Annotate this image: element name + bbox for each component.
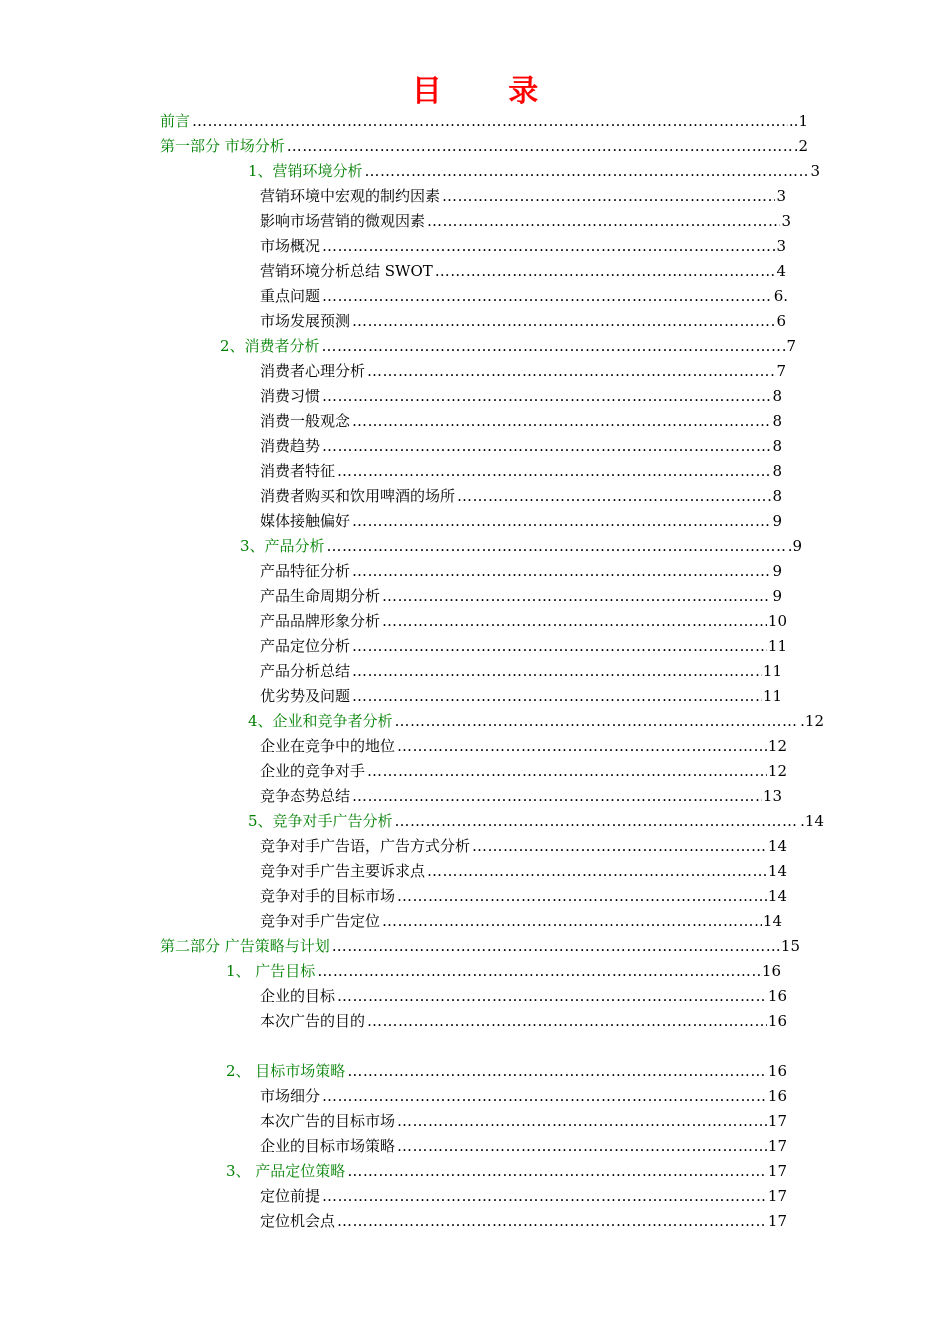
toc-entry-page: 11 — [762, 687, 782, 705]
toc-entry-page: 16 — [767, 987, 787, 1005]
toc-entry-page: 17 — [767, 1212, 787, 1230]
toc-entry[interactable] — [260, 184, 786, 209]
toc-entry-page: 10 — [767, 612, 787, 630]
toc-entry-label: 优劣势及问题 — [260, 687, 351, 705]
toc-leader-dots — [352, 309, 775, 334]
toc-entry-label: 媒体接触偏好 — [260, 512, 351, 530]
toc-entry-page: 16 — [767, 1087, 787, 1105]
toc-leader-dots — [397, 884, 767, 909]
toc-entry[interactable] — [260, 1009, 787, 1034]
toc-entry-label: 竞争对手广告主要诉求点 — [260, 862, 426, 880]
toc-entry-page: 13 — [762, 787, 782, 805]
toc-leader-dots — [322, 334, 781, 359]
toc-leader-dots — [322, 1084, 767, 1109]
toc-entry-label: 第一部分 市场分析 — [160, 137, 285, 155]
toc-entry-page: .14 — [800, 812, 824, 830]
toc-entry-label: 竞争对手的目标市场 — [260, 887, 396, 905]
toc-entry-page: ..1 — [788, 112, 808, 130]
toc-leader-dots — [337, 984, 767, 1009]
toc-entry-page: 15 — [780, 937, 800, 955]
toc-entry-label: 营销环境中宏观的制约因素 — [260, 187, 441, 205]
toc-entry-label: 市场发展预测 — [260, 312, 351, 330]
toc-leader-dots — [332, 934, 780, 959]
toc-leader-dots — [395, 709, 800, 734]
toc-entry[interactable] — [260, 884, 787, 909]
toc-entry-label: 企业的竞争对手 — [260, 762, 366, 780]
toc-entry[interactable] — [260, 684, 782, 709]
toc-entry[interactable] — [260, 484, 782, 509]
toc-entry[interactable] — [226, 1159, 787, 1184]
toc-entry-page: 6. — [773, 287, 788, 305]
toc-leader-dots — [367, 1009, 767, 1034]
toc-entry[interactable] — [260, 509, 782, 534]
toc-leader-dots — [395, 809, 800, 834]
toc-leader-dots — [352, 509, 771, 534]
toc-entry-label: 产品生命周期分析 — [260, 587, 381, 605]
toc-entry[interactable] — [260, 984, 787, 1009]
toc-entry[interactable] — [260, 259, 786, 284]
toc-entry-label: 产品定位分析 — [260, 637, 351, 655]
toc-leader-dots — [352, 659, 762, 684]
toc-leader-dots — [367, 359, 775, 384]
toc-entry[interactable] — [260, 1134, 787, 1159]
toc-entry[interactable] — [248, 709, 824, 734]
toc-entry-label: 产品特征分析 — [260, 562, 351, 580]
toc-entry[interactable] — [160, 934, 800, 959]
toc-entry-label: 消费趋势 — [260, 437, 321, 455]
toc-leader-dots — [382, 609, 767, 634]
toc-leader-dots — [287, 134, 793, 159]
toc-entry-page: 17 — [767, 1137, 787, 1155]
toc-entry-label: 企业在竞争中的地位 — [260, 737, 396, 755]
toc-leader-dots — [347, 1059, 767, 1084]
toc-entry[interactable] — [260, 584, 782, 609]
toc-entry-label: 竞争态势总结 — [260, 787, 351, 805]
toc-entry[interactable] — [220, 334, 796, 359]
toc-entry-label: 产品品牌形象分析 — [260, 612, 381, 630]
toc-entry[interactable] — [260, 784, 782, 809]
toc-entry-page: 8 — [772, 412, 782, 430]
toc-entry[interactable] — [260, 309, 786, 334]
toc-entry-label: 重点问题 — [260, 287, 321, 305]
toc-leader-dots — [397, 1109, 767, 1134]
toc-leader-dots — [327, 534, 787, 559]
toc-entry-label: 定位机会点 — [260, 1212, 336, 1230]
toc-entry[interactable] — [260, 734, 787, 759]
toc-leader-dots — [347, 1159, 767, 1184]
toc-entry-page: 9 — [772, 587, 782, 605]
toc-entry-page: 3 — [776, 187, 786, 205]
toc-leader-dots — [472, 834, 767, 859]
toc-entry-page: 14 — [767, 837, 787, 855]
toc-entry[interactable] — [260, 1084, 787, 1109]
toc-entry-label: 1、 广告目标 — [226, 962, 316, 980]
toc-entry-page: 14 — [767, 862, 787, 880]
toc-entry-page: 16 — [761, 962, 781, 980]
toc-entry-label: 消费者心理分析 — [260, 362, 366, 380]
toc-entry[interactable] — [260, 834, 787, 859]
toc-entry-page: 16 — [767, 1012, 787, 1030]
toc-entry-page: 8 — [772, 462, 782, 480]
toc-entry-label: 市场细分 — [260, 1087, 321, 1105]
toc-leader-dots — [352, 684, 762, 709]
toc-entry-page: 4 — [776, 262, 786, 280]
toc-leader-dots — [337, 1209, 767, 1234]
toc-entry-label: 本次广告的目标市场 — [260, 1112, 396, 1130]
toc-entry-label: 第二部分 广告策略与计划 — [160, 937, 330, 955]
toc-entry[interactable] — [260, 434, 782, 459]
toc-entry[interactable] — [260, 759, 787, 784]
toc-entry[interactable] — [260, 1109, 787, 1134]
toc-leader-dots — [352, 634, 767, 659]
toc-entry-label: 前言 — [160, 112, 191, 130]
toc-leader-dots — [192, 109, 788, 134]
toc-entry-page: 9 — [772, 512, 782, 530]
toc-entry-label: 企业的目标 — [260, 987, 336, 1005]
toc-entry-page: 3 — [776, 237, 786, 255]
toc-entry-page: 16 — [767, 1062, 787, 1080]
toc-entry[interactable] — [226, 1059, 787, 1084]
toc-entry-label: 5、竞争对手广告分析 — [248, 812, 393, 830]
toc-entry[interactable] — [160, 134, 808, 159]
toc-entry[interactable] — [260, 634, 787, 659]
toc-leader-dots — [322, 384, 771, 409]
toc-entry[interactable] — [260, 359, 786, 384]
toc-entry-page: 12 — [767, 762, 787, 780]
toc-entry-page: 11 — [767, 637, 787, 655]
toc-entry-page: .12 — [800, 712, 824, 730]
toc-entry-label: 4、企业和竞争者分析 — [248, 712, 393, 730]
toc-leader-dots — [427, 209, 780, 234]
toc-entry[interactable] — [260, 384, 782, 409]
toc-entry[interactable] — [260, 609, 787, 634]
toc-entry-label: 2、 目标市场策略 — [226, 1062, 346, 1080]
toc-entry-page: 3 — [781, 212, 791, 230]
toc-entry-label: 消费者特征 — [260, 462, 336, 480]
toc-entry[interactable] — [248, 809, 824, 834]
toc-entry[interactable] — [260, 909, 782, 934]
toc-leader-dots — [382, 584, 771, 609]
toc-entry-label: 营销环境分析总结 SWOT — [260, 262, 433, 280]
toc-entry-page: 8 — [772, 437, 782, 455]
toc-leader-dots — [322, 1184, 767, 1209]
toc-entry-label: 消费习惯 — [260, 387, 321, 405]
toc-entry[interactable] — [260, 459, 782, 484]
toc-entry-page: 7 — [776, 362, 786, 380]
toc-entry-label: 消费者购买和饮用啤酒的场所 — [260, 487, 456, 505]
toc-entry-label: 2、消费者分析 — [220, 337, 320, 355]
toc-entry[interactable] — [260, 284, 788, 309]
toc-entry-page: 12 — [767, 737, 787, 755]
toc-leader-dots — [397, 734, 767, 759]
toc-entry[interactable] — [260, 409, 782, 434]
toc-entry-page: 17 — [767, 1162, 787, 1180]
toc-leader-dots — [317, 959, 761, 984]
toc-entry-label: 企业的目标市场策略 — [260, 1137, 396, 1155]
toc-entry-label: 竞争对手广告定位 — [260, 912, 381, 930]
toc-entry-label: 1、营销环境分析 — [248, 162, 363, 180]
toc-entry-label: 影响市场营销的微观因素 — [260, 212, 426, 230]
toc-entry[interactable] — [260, 559, 782, 584]
toc-entry-page: 17 — [767, 1112, 787, 1130]
toc-entry-page: .9 — [787, 537, 802, 555]
toc-entry-page: 11 — [762, 662, 782, 680]
toc-leader-dots — [457, 484, 771, 509]
toc-leader-dots — [397, 1134, 767, 1159]
toc-entry-page: 9 — [772, 562, 782, 580]
toc-entry[interactable] — [260, 209, 791, 234]
toc-leader-dots — [322, 284, 773, 309]
toc-entry-label: 产品分析总结 — [260, 662, 351, 680]
toc-leader-dots — [337, 459, 771, 484]
toc-entry-page: 8 — [772, 387, 782, 405]
toc-entry-page: .2 — [793, 137, 808, 155]
toc-entry[interactable] — [260, 234, 786, 259]
toc-entry-label: 市场概况 — [260, 237, 321, 255]
toc-leader-dots — [322, 434, 771, 459]
toc-entry-label: 3、产品分析 — [240, 537, 325, 555]
toc-entry-page: 17 — [767, 1187, 787, 1205]
toc-entry-label: 消费一般观念 — [260, 412, 351, 430]
toc-leader-dots — [435, 259, 776, 284]
toc-leader-dots — [367, 759, 767, 784]
toc-entry-label: 3、 产品定位策略 — [226, 1162, 346, 1180]
toc-leader-dots — [442, 184, 775, 209]
toc-leader-dots — [352, 784, 762, 809]
toc-title: 目 录 — [411, 74, 567, 109]
toc-entry-label: 定位前提 — [260, 1187, 321, 1205]
toc-entry[interactable] — [248, 159, 820, 184]
toc-entry-page: 8 — [772, 487, 782, 505]
toc-entry-label: 本次广告的目的 — [260, 1012, 366, 1030]
toc-leader-dots — [382, 909, 762, 934]
toc-entry-page: 14 — [767, 887, 787, 905]
toc-entry-page: 3 — [810, 162, 820, 180]
toc-entry[interactable] — [260, 1209, 787, 1234]
toc-leader-dots — [352, 409, 771, 434]
toc-entry[interactable] — [240, 534, 802, 559]
toc-entry[interactable] — [226, 959, 781, 984]
toc-leader-dots — [365, 159, 810, 184]
toc-entry[interactable] — [260, 859, 787, 884]
toc-leader-dots — [352, 559, 771, 584]
toc-entry[interactable] — [160, 109, 808, 134]
toc-leader-dots — [427, 859, 767, 884]
toc-entry[interactable] — [260, 1184, 787, 1209]
toc-entry-label: 竞争对手广告语，广告方式分析 — [260, 837, 471, 855]
toc-entry-page: .7 — [781, 337, 796, 355]
toc-entry[interactable] — [260, 659, 782, 684]
toc-entry-page: 6 — [776, 312, 786, 330]
toc-entry-page: 14 — [762, 912, 782, 930]
toc-leader-dots — [322, 234, 775, 259]
